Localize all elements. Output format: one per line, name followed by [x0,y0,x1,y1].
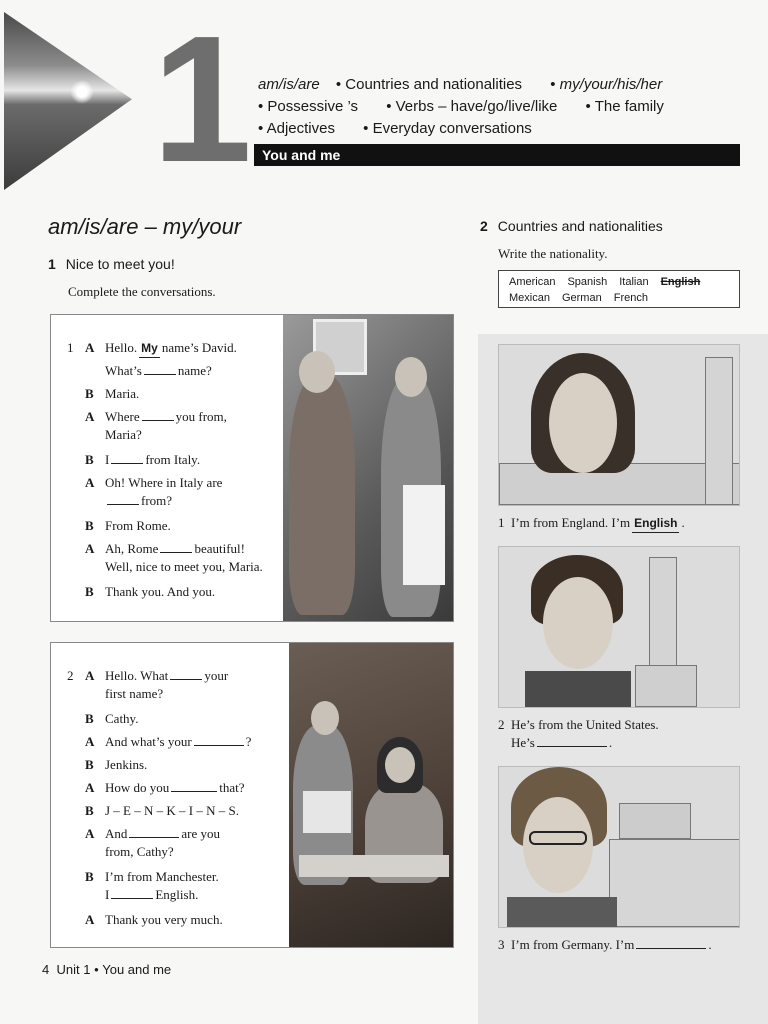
contents-item: am/is/are [258,76,320,93]
word-item: Italian [619,276,649,288]
dialog-line: A Thank you very much. [85,912,223,927]
conversation-1-box [50,314,454,622]
answer-blank[interactable] [129,825,179,838]
word-item: Spanish [567,276,608,288]
picture-germany [498,766,740,928]
unit-number: 1 [152,0,253,200]
dialog-line: What’s name? [105,363,212,378]
dialog-line: A How do you that? [85,780,245,795]
contents-item: • Countries and nationalities [335,76,523,93]
word-item-used: English [660,276,701,288]
exercise-2-title: 2 Countries and nationalities [480,218,663,234]
towel [403,485,445,585]
word-item: American [509,276,556,288]
answer-blank[interactable] [111,451,143,464]
answer-example: English [632,514,679,533]
word-item: German [561,292,602,304]
contents-row [258,74,748,96]
conversation-2 [67,667,307,934]
dialog-line: B I from Italy. [85,452,201,467]
woman-head [395,357,427,397]
woman-standing-head [311,701,339,735]
answer-blank[interactable] [636,936,706,949]
dialog-line: 2 A Hello. What your first name? [67,668,229,701]
picture-england [498,344,740,506]
section-title: am/is/are – my/your [48,214,242,239]
word-box-row [509,290,739,306]
glasses-icon [529,831,587,845]
desk [299,855,449,877]
dialog-line: B Maria. [85,386,140,401]
dialog-line: A Oh! Where in Italy are from? [85,475,223,508]
big-ben-sketch [705,357,733,505]
answer-blank[interactable] [537,734,607,747]
exercise-1-title: 1 Nice to meet you! [48,256,175,272]
answer-blank[interactable] [170,667,202,680]
contents-row [258,118,748,140]
boy-face [523,797,593,893]
conversation-2-photo [289,643,453,947]
woman-seated-head [385,747,415,783]
dialog-line: B Cathy. [85,711,139,726]
answer-blank[interactable] [107,492,139,505]
brandenburg-gate-sketch [609,839,740,927]
footer-unit: Unit 1 [56,962,91,977]
conversation-1-photo [283,315,453,621]
nationality-word-box [498,270,740,308]
man-face [543,577,613,669]
footer-title: You and me [102,962,172,977]
answer-blank[interactable] [171,779,217,792]
word-item: Mexican [509,292,550,304]
pedestal-sketch [635,665,697,707]
answer-blank[interactable] [144,362,176,375]
contents-item: • Adjectives [258,120,335,137]
contents-item: • Verbs – have/go/live/like [386,98,558,115]
woman-face [549,373,617,473]
item-2-caption: 2 He’s from the United States. He’s . [498,717,659,750]
dialog-line: A And are you from, Cathy? [85,826,221,859]
page-number: 4 [42,962,50,977]
answer-blank[interactable] [160,540,192,553]
dialog-line: B J – E – N – K – I – N – S. [85,803,239,818]
footer-separator: • [94,962,99,977]
answer-blank[interactable] [194,733,244,746]
dialog-line: B I’m from Manchester. I English. [85,869,219,902]
word-item: French [613,292,648,304]
page-footer [42,962,171,977]
unit-contents [258,74,748,140]
contents-item: • Possessive ’s [258,98,359,115]
quadriga-sketch [619,803,691,839]
dialog-line: A Ah, Rome beautiful! Well, nice to meet you, Maria. [85,541,263,574]
folder [303,791,351,833]
answer-blank[interactable] [111,886,153,899]
contents-item: • The family [585,98,664,115]
item-3-caption: 3 I’m from Germany. I’m . [498,937,712,952]
dialog-line: B Jenkins. [85,757,148,772]
contents-item: • Everyday conversations [363,120,532,137]
conversation-1 [67,339,307,606]
striped-shirt [525,671,631,707]
unit-title-bar: You and me [254,144,740,166]
contents-item: • my/your/his/her [550,76,663,93]
word-box-row [509,274,739,290]
unit-banner-photo [4,12,132,190]
conversation-2-box [50,642,454,948]
exercise-1-instruction: Complete the conversations. [68,284,216,299]
dialog-line: 1 A Hello. My name’s David. [67,339,307,362]
scarf [507,897,617,927]
item-1-caption: 1 I’m from England. I’m English . [498,514,685,533]
dialog-line: A And what’s your ? [85,734,252,749]
answer-example: My [139,339,160,358]
exercise-2-instruction: Write the nationality. [498,246,608,261]
dialog-line: B From Rome. [85,518,171,533]
statue-of-liberty-sketch [649,557,677,669]
dialog-line: B Thank you. And you. [85,584,216,599]
sun-glare [70,80,94,104]
picture-united-states [498,546,740,708]
answer-blank[interactable] [142,408,174,421]
dialog-line: A Where you from, Maria? [85,409,227,442]
contents-row [258,96,748,118]
